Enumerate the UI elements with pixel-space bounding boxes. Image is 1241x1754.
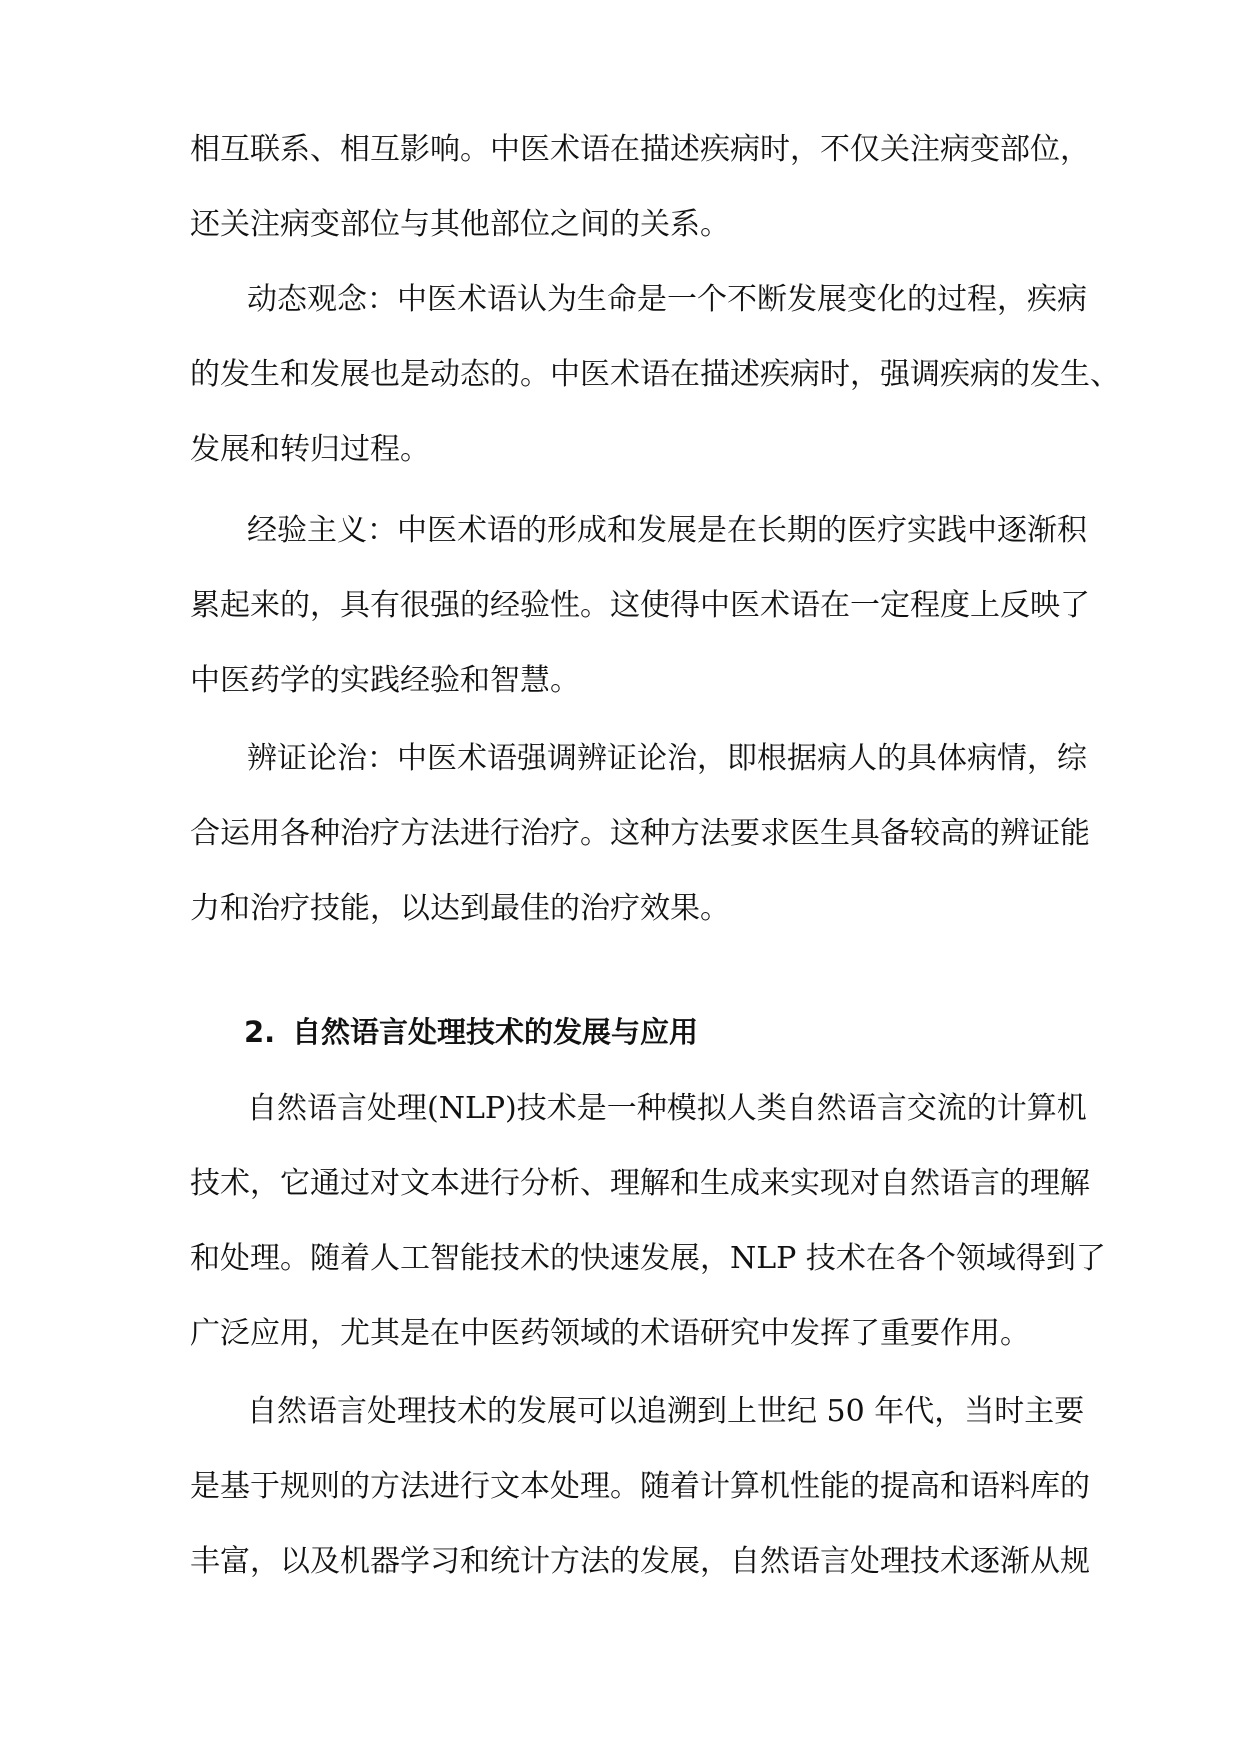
- section-heading: [244, 1012, 698, 1052]
- paragraph-line: 广泛应用，尤其是在中医药领域的术语研究中发挥了重要作用。: [190, 1316, 1030, 1351]
- paragraph-line: 还关注病变部位与其他部位之间的关系。: [190, 207, 730, 242]
- section-number: 2.: [244, 1015, 276, 1049]
- paragraph-line: 力和治疗技能，以达到最佳的治疗效果。: [190, 891, 730, 926]
- paragraph-line: 和处理。随着人工智能技术的快速发展，NLP 技术在各个领域得到了: [190, 1241, 1106, 1276]
- paragraph-line: 自然语言处理技术的发展可以追溯到上世纪 50 年代，当时主要: [247, 1394, 1085, 1429]
- paragraph-line: 经验主义：中医术语的形成和发展是在长期的医疗实践中逐渐积: [247, 513, 1087, 548]
- paragraph-line: 合运用各种治疗方法进行治疗。这种方法要求医生具备较高的辨证能: [190, 816, 1090, 851]
- paragraph-line: 技术，它通过对文本进行分析、理解和生成来实现对自然语言的理解: [190, 1166, 1090, 1201]
- paragraph-line: 辨证论治：中医术语强调辨证论治，即根据病人的具体病情，综: [247, 741, 1087, 776]
- paragraph-line: 累起来的，具有很强的经验性。这使得中医术语在一定程度上反映了: [190, 588, 1090, 623]
- section-title: 自然语言处理技术的发展与应用: [292, 1015, 699, 1049]
- paragraph-line: 丰富，以及机器学习和统计方法的发展，自然语言处理技术逐渐从规: [190, 1544, 1090, 1579]
- paragraph-line: 中医药学的实践经验和智慧。: [190, 663, 580, 698]
- paragraph-line: 的发生和发展也是动态的。中医术语在描述疾病时，强调疾病的发生、: [190, 357, 1120, 392]
- paragraph-line: 动态观念：中医术语认为生命是一个不断发展变化的过程，疾病: [247, 282, 1087, 317]
- paragraph-line: 自然语言处理(NLP)技术是一种模拟人类自然语言交流的计算机: [247, 1091, 1087, 1126]
- paragraph-line: 相互联系、相互影响。中医术语在描述疾病时，不仅关注病变部位，: [190, 132, 1090, 167]
- paragraph-line: 是基于规则的方法进行文本处理。随着计算机性能的提高和语料库的: [190, 1469, 1090, 1504]
- paragraph-line: 发展和转归过程。: [190, 432, 430, 467]
